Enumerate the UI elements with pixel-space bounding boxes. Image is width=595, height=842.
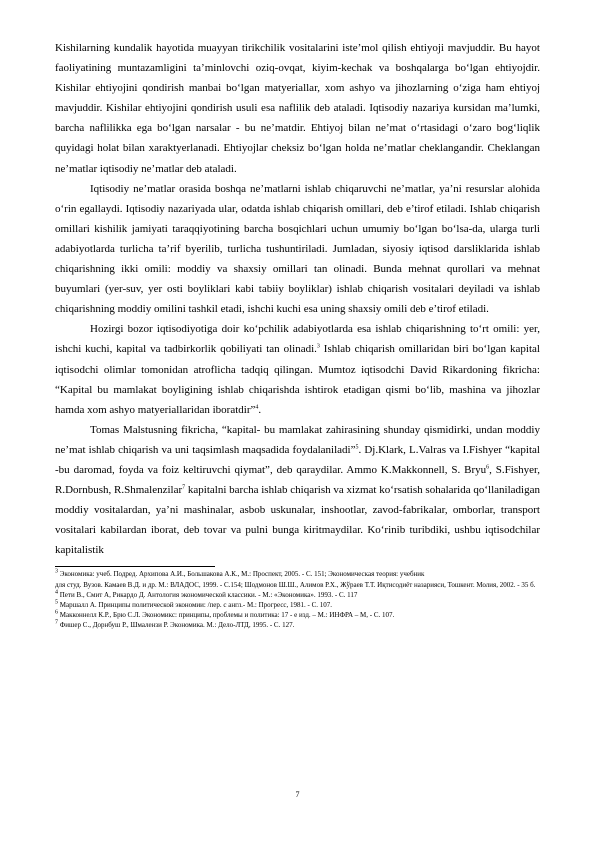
footnote xyxy=(55,590,540,600)
footnote xyxy=(55,620,540,630)
footnote-text: для студ. Вузов. Камаев В.Д. и др. М.: ВЛАДОС, 1999. - С.154; Шодмонов Ш.Ш., Алимов Р.Х., Жўраев Т.Т. Иқтисодиёт назарияси, Тошкент. Молия, 2002. - 35 б. xyxy=(55,580,536,589)
footnote-reference: 6 xyxy=(486,464,490,471)
footnotes xyxy=(55,569,540,630)
footnote-reference: 4 xyxy=(255,404,259,411)
document-page xyxy=(55,38,540,630)
footnote-number: 5 xyxy=(55,599,58,606)
footnote-text: Фишер С., Дорнбуш Р., Шмалензи Р. Экономика. М.: Дело-ЛТД, 1995. - С. 127. xyxy=(58,620,295,629)
paragraph-text: Tomas Malstusning fikricha, “kapital- bu mamlakat zahirasining shunday qismidirki, undan moddiy ne’mat ishlab chiqarish va uni taqsimlash maqsadida foydalaniladi” xyxy=(55,423,540,456)
footnote-text: Пети В., Смит А, Рикардо Д. Антология экономической классики. - М.: «Экономика». 1993. - С. 117 xyxy=(58,590,358,599)
paragraph-text: Hozirgi bozor iqtisodiyotiga doir ko‘pchilik adabiyotlarda esa ishlab chiqarishning to‘rt omili: yer, ishchi kuchi, kapital va tadbirkorlik qobiliyati tan olinadi. xyxy=(55,323,540,356)
paragraph xyxy=(55,420,540,561)
footnote-text: Маршалл А. Принципы политической экономии: /пер. с англ.- М.: Прогресс, 1981. - С. 107. xyxy=(58,600,333,609)
paragraph-text: . xyxy=(258,403,262,416)
footnote-text: Макконнелл К.Р., Брю С.Л. Экономикс: принципы, проблемы и политика: 17 - е изд. – М.: ИНФРА – М, - С. 107. xyxy=(58,610,395,619)
body-text xyxy=(55,38,540,560)
footnote-reference: 3 xyxy=(316,343,320,350)
paragraph xyxy=(55,179,540,320)
paragraph-text: . Dj.Klark, L.Valras va I.Fishyer “kapital -bu daromad, foyda va foiz keltiruvchi qiymat”, deb qaraydilar. Ammo K.Makkonnell, S. Bryu xyxy=(55,443,540,476)
paragraph xyxy=(55,38,540,179)
paragraph-text: Ishlab chiqarish omillaridan biri bo‘lgan kapital iqtisodchi olimlar tomonidan atroflicha tadqiq qilingan. Mumtoz iqtisodchi David Rikardoning fikricha: “Kapital bu mamlakat boyligining ishlab chiqarishda ishtirok etadigan qismi bo‘lib, mashina va jihozlar hamda xom ashyo matyeriallaridan iboratdir” xyxy=(55,343,540,416)
footnote-reference: 5 xyxy=(355,444,359,451)
footnote xyxy=(55,600,540,610)
footnote-reference: 7 xyxy=(182,484,186,491)
footnote-number: 3 xyxy=(55,569,58,576)
paragraph-text: kapitalni barcha ishlab chiqarish va xizmat ko‘rsatish sohalarida qo‘llaniladigan moddiy vositalardan, ya’ni mashinalar, asbob uskunalar, inshootlar, zavod-fabrikalar, omborlar, transport vositalari kabilardan iborat, deb tovar va pulni bunga kiritmaydilar. Ko‘rinib turibdiki, ushbu iqtisodchilar kapitalistik xyxy=(55,484,540,557)
footnote-number: 7 xyxy=(55,619,58,626)
footnote xyxy=(55,580,540,590)
footnote-separator xyxy=(55,566,215,567)
paragraph-text: , S.Fishyer, R.Dornbush, R.Shmalenzilar xyxy=(55,463,540,497)
footnote-text: Экономика: учеб. Подред. Архипова А.И., Большакова А.К., М.: Проспект, 2005. - С. 151; Экономическая теория: учебник xyxy=(58,570,425,579)
footnote xyxy=(55,610,540,620)
paragraph xyxy=(55,319,540,419)
footnote-number: 4 xyxy=(55,589,58,596)
paragraph-text: Iqtisodiy ne’matlar orasida boshqa ne’matlarni ishlab chiqaruvchi ne’matlar, ya’ni resurslar alohida o‘rin egallaydi. Iqtisodiy nazariyada ular, odatda ishlab chiqarish omillari, deb e’tirof etiladi. Ishlab chiqarish omillari kishilik jamiyati taraqqiyotining barcha bosqichlari uchun umumiy bo‘lgan bo‘lsa-da, ularga turli adabiyotlarda turlicha ta’rif byerilib, turlicha tushuntiriladi. Jumladan, siyosiy iqtisod darsliklarida ishlab chiqarishning ikki omili: moddiy va shaxsiy omillari tan olinadi. Bunda mehnat qurollari va mehnat buyumlari (yer-suv, yer osti boyliklari kabi tabiiy boyliklar) ishlab chiqarish vositalari deyiladi va ishlab chiqarishning moddiy omilini tashkil etadi, ishchi kuchi esa uning shaxsiy omili deb e’tirof etiladi. xyxy=(55,182,540,316)
page-number: 7 xyxy=(295,790,300,799)
footnote-number: 6 xyxy=(55,609,58,616)
paragraph-text: Kishilarning kundalik hayotida muayyan tirikchilik vositalarini iste’mol qilish ehtiyoji mavjuddir. Bu hayot faoliyatining muntazamligini ta’minlovchi oziq-ovqat, kiyim-kechak va boshqalarga bo‘lgan ehtiyojdir. Kishilar ehtiyojini qondirish manbai bo‘lgan matyeriallar, xom ashyo va jihozlarning o‘ziga ham ehtiyoj mavjuddir. Kishilar ehtiyojini qondirish usuli esa naflilik deb ataladi. Iqtisodiy nazariya kursidan ma’lumki, barcha naflilikka ega bo‘lgan narsalar - bu ne’matdir. Ehtiyoj bilan ne’mat o‘rtasidagi o‘zaro bog‘liqlik quyidagi holat bilan xaraktyerlanadi. Ehtiyojlar cheksiz bo‘lgan holda ne’matlar cheklangandir. Cheklangan ne’matlar iqtisodiy ne’matlar deb ataladi. xyxy=(55,42,540,175)
footnote xyxy=(55,569,540,579)
